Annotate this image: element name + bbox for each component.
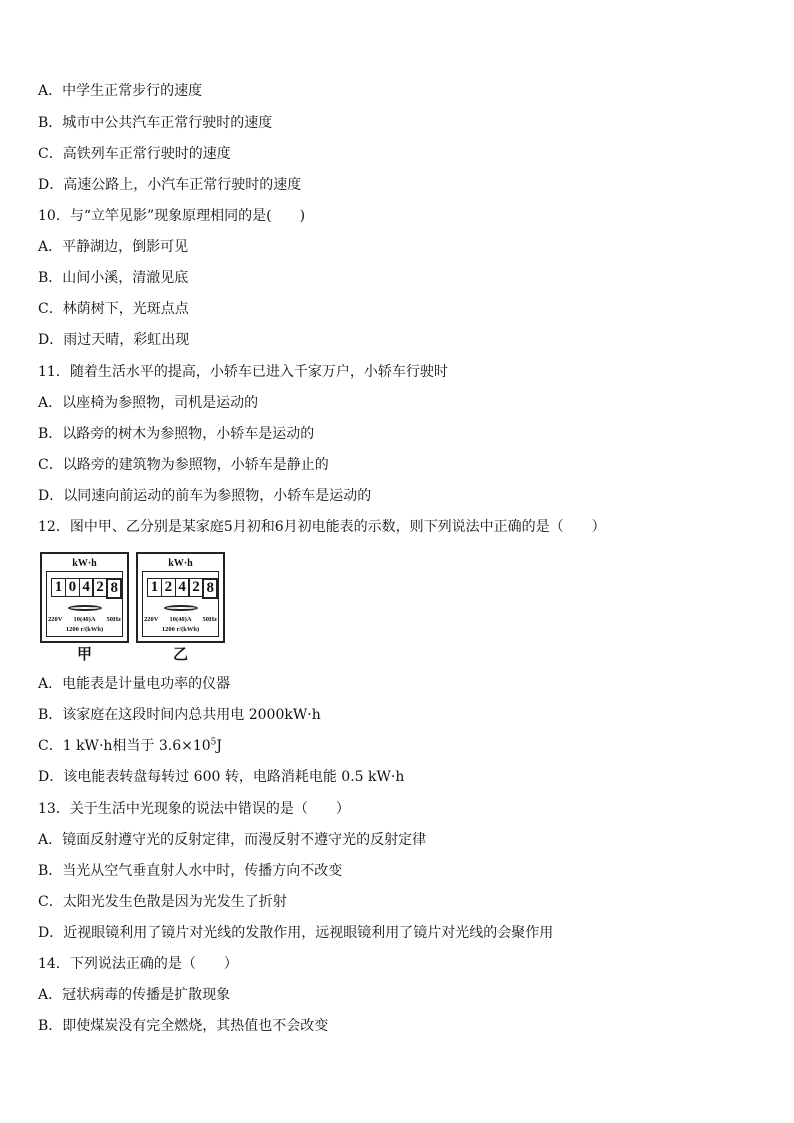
meter-digits <box>147 578 217 599</box>
q9-option-a: A．中学生正常步行的速度 <box>38 83 203 99</box>
meter-label-jia: 甲 <box>76 645 92 663</box>
q12-option-b: B．该家庭在这段时间内总共用电 2000kW·h <box>38 707 321 723</box>
q11-option-d: D．以同速向前运动的前车为参照物，小轿车是运动的 <box>38 488 372 504</box>
q12-option-c-unit: J <box>216 738 223 754</box>
q12-option-d: D．该电能表转盘每转过 600 转，电路消耗电能 0.5 kW·h <box>38 769 405 785</box>
meter-unit: kW·h <box>72 558 97 569</box>
q12-option-a: A．电能表是计量电功率的仪器 <box>38 676 231 692</box>
q10-option-c: C．林荫树下，光斑点点 <box>38 301 189 317</box>
meter-jia <box>40 552 129 643</box>
q10-option-b: B．山间小溪，清澈见底 <box>38 270 189 286</box>
q12-option-c-text: C．1 kW·h相当于 3.6×10 <box>38 738 211 754</box>
meter-digits <box>51 578 121 599</box>
meter-digit: 1 <box>147 578 162 597</box>
meter-current: 10(40)A <box>73 616 96 623</box>
meter-digit: 2 <box>92 578 107 597</box>
q12-option-c <box>38 737 222 755</box>
meter-disc-icon <box>68 605 102 611</box>
q9-option-b: B．城市中公共汽车正常行驶时的速度 <box>38 115 273 131</box>
meter-digit-decimal: 8 <box>202 578 218 599</box>
q13-option-d: D．近视眼镜利用了镜片对光线的发散作用，远视眼镜利用了镜片对光线的会聚作用 <box>38 925 554 941</box>
q11-option-c: C．以路旁的建筑物为参照物，小轿车是静止的 <box>38 457 329 473</box>
q14-option-b: B．即使煤炭没有完全燃烧，其热值也不会改变 <box>38 1018 329 1034</box>
meter-voltage: 220V <box>144 616 159 623</box>
q10-option-a: A．平静湖边，倒影可见 <box>38 239 189 255</box>
meter-label-yi: 乙 <box>172 645 188 663</box>
meter-digit: 0 <box>65 578 80 597</box>
meter-digit: 1 <box>51 578 66 597</box>
meter-digit: 2 <box>161 578 176 597</box>
q11-stem: 11．随着生活水平的提高，小轿车已进入千家万户，小轿车行驶时 <box>38 364 448 380</box>
q10-option-d: D．雨过天晴，彩虹出现 <box>38 332 190 348</box>
q11-option-a: A．以座椅为参照物，司机是运动的 <box>38 395 259 411</box>
q13-stem: 13．关于生活中光现象的说法中错误的是（ ） <box>38 801 350 817</box>
meter-panel <box>142 571 219 637</box>
meter-voltage: 220V <box>48 616 63 623</box>
q13-option-a: A．镜面反射遵守光的反射定律，而漫反射不遵守光的反射定律 <box>38 832 427 848</box>
q9-option-d: D．高速公路上，小汽车正常行驶时的速度 <box>38 177 302 193</box>
q12-option-c-exponent: 5 <box>210 737 217 748</box>
meter-yi <box>136 552 225 643</box>
meter-digit: 4 <box>175 578 190 597</box>
q12-stem: 12．图中甲、乙分别是某家庭5月初和6月初电能表的示数，则下列说法中正确的是（ ） <box>38 519 606 535</box>
meter-current: 10(40)A <box>169 616 192 623</box>
q13-option-c: C．太阳光发生色散是因为光发生了折射 <box>38 894 287 910</box>
electricity-meter-figure <box>40 552 230 662</box>
q10-stem: 10．与“立竿见影”现象原理相同的是( ) <box>38 208 306 224</box>
q9-option-c: C．高铁列车正常行驶时的速度 <box>38 146 231 162</box>
meter-digit: 4 <box>79 578 94 597</box>
q13-option-b: B．当光从空气垂直射人水中时，传播方向不改变 <box>38 863 343 879</box>
meter-digit: 2 <box>188 578 203 597</box>
meter-frequency: 50Hz <box>202 616 217 623</box>
meter-digit-decimal: 8 <box>106 578 122 599</box>
q14-option-a: A．冠状病毒的传播是扩散现象 <box>38 987 231 1003</box>
meter-panel <box>46 571 123 637</box>
meter-constant: 1200 r/(kWh) <box>161 626 200 633</box>
q11-option-b: B．以路旁的树木为参照物，小轿车是运动的 <box>38 426 315 442</box>
meter-unit: kW·h <box>168 558 193 569</box>
meter-ratings <box>48 616 121 623</box>
q14-stem: 14．下列说法正确的是（ ） <box>38 956 238 972</box>
meter-ratings <box>144 616 217 623</box>
meter-constant: 1200 r/(kWh) <box>65 626 104 633</box>
meter-frequency: 50Hz <box>106 616 121 623</box>
meter-disc-icon <box>164 605 198 611</box>
